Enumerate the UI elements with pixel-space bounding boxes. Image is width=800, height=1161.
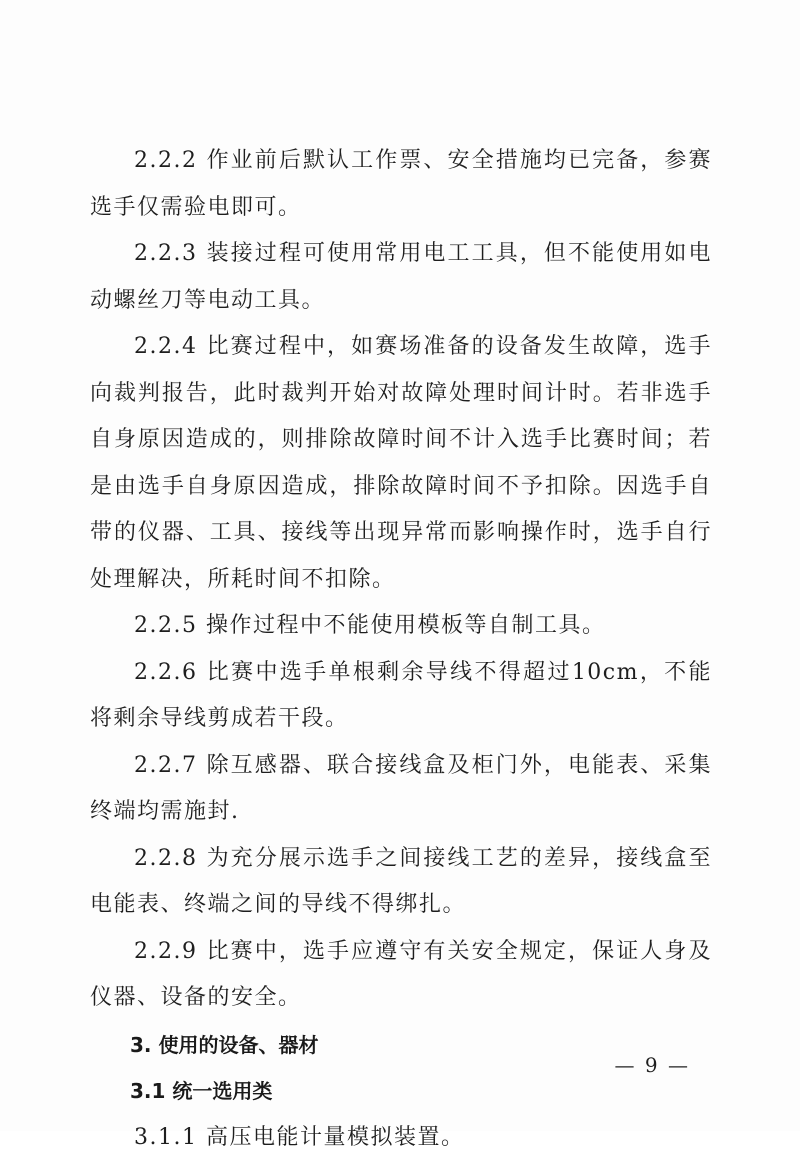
paragraph-2-2-7: 2.2.7 除互感器、联合接线盒及柜门外，电能表、采集终端均需施封. [90, 743, 712, 836]
subsection-heading-3-1: 3.1 统一选用类 [90, 1068, 712, 1115]
paragraph-2-2-3: 2.2.3 装接过程可使用常用电工工具，但不能使用如电动螺丝刀等电动工具。 [90, 231, 712, 324]
document-body [90, 138, 712, 1161]
page-number: — 9 — [615, 1053, 690, 1077]
paragraph-3-1-1: 3.1.1 高压电能计量模拟装置。 [90, 1115, 712, 1161]
paragraph-2-2-8: 2.2.8 为充分展示选手之间接线工艺的差异，接线盒至电能表、终端之间的导线不得绑扎。 [90, 836, 712, 929]
paragraph-2-2-4: 2.2.4 比赛过程中，如赛场准备的设备发生故障，选手向裁判报告，此时裁判开始对故障处理时间计时。若非选手自身原因造成的，则排除故障时间不计入选手比赛时间；若是由选手自身原因造成，排除故障时间不予扣除。因选手自带的仪器、工具、接线等出现异常而影响操作时，选手自行处理解决，所耗时间不扣除。 [90, 324, 712, 603]
paragraph-2-2-9: 2.2.9 比赛中，选手应遵守有关安全规定，保证人身及仪器、设备的安全。 [90, 929, 712, 1022]
section-heading-3: 3. 使用的设备、器材 [90, 1022, 712, 1069]
paragraph-2-2-5: 2.2.5 操作过程中不能使用模板等自制工具。 [90, 603, 712, 650]
paragraph-2-2-6: 2.2.6 比赛中选手单根剩余导线不得超过10cm，不能将剩余导线剪成若干段。 [90, 650, 712, 743]
paragraph-2-2-2: 2.2.2 作业前后默认工作票、安全措施均已完备，参赛选手仅需验电即可。 [90, 138, 712, 231]
